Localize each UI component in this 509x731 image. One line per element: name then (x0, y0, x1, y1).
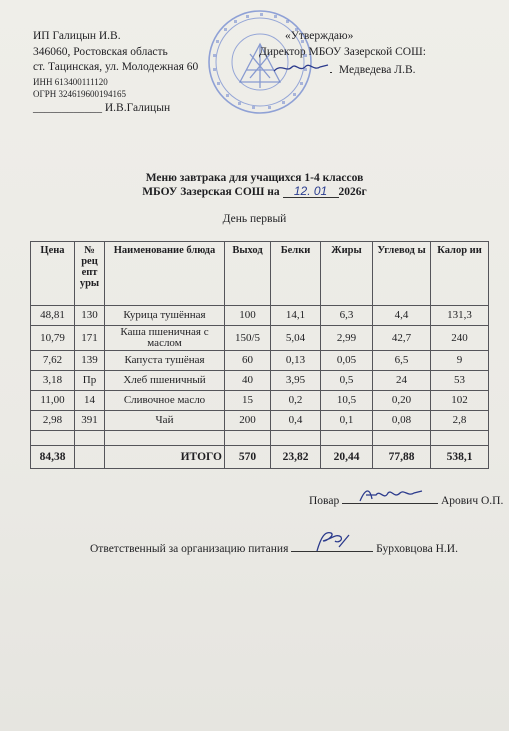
responsible-name: Бурховцова Н.И. (376, 543, 458, 555)
cell-calories: 53 (431, 371, 489, 391)
cell-price: 2,98 (31, 411, 75, 431)
cell-protein: 5,04 (271, 326, 321, 351)
menu-title-school-date (0, 186, 509, 199)
col-header-carbs: Углевод ы (373, 242, 431, 306)
cell-price: 3,18 (31, 371, 75, 391)
total-fat: 20,44 (321, 446, 373, 469)
responsible-label: Ответственный за организацию питания (90, 543, 289, 555)
cell-calories: 2,8 (431, 411, 489, 431)
cell-yield: 150/5 (225, 326, 271, 351)
day-label: День первый (222, 213, 287, 225)
cell-carbs: 42,7 (373, 326, 431, 351)
cook-signature-icon (356, 485, 426, 505)
cell-calories: 131,3 (431, 306, 489, 326)
cell-protein: 0,4 (271, 411, 321, 431)
cell-fat: 2,99 (321, 326, 373, 351)
cell-recipe: 391 (75, 411, 105, 431)
cell-carbs: 24 (373, 371, 431, 391)
responsible-signature-icon (313, 529, 353, 553)
cell-carbs: 4,4 (373, 306, 431, 326)
cell-dish: Курица тушённая (105, 306, 225, 326)
responsible-signature-line (90, 539, 458, 555)
cell-protein: 14,1 (271, 306, 321, 326)
cell-yield: 200 (225, 411, 271, 431)
col-header-dish: Наименование блюда (105, 242, 225, 306)
total-yield: 570 (225, 446, 271, 469)
col-header-yield: Выход (225, 242, 271, 306)
header-signature-line: ____________ И.В.Галицын (33, 102, 171, 114)
cell-recipe: Пр (75, 371, 105, 391)
cell-carbs: 6,5 (373, 351, 431, 371)
cell-fat: 0,1 (321, 411, 373, 431)
cell-price: 10,79 (31, 326, 75, 351)
cell-fat: 0,5 (321, 371, 373, 391)
col-header-calories: Калор ии (431, 242, 489, 306)
table-row (31, 391, 489, 411)
cell-protein: 0,2 (271, 391, 321, 411)
cell-recipe: 139 (75, 351, 105, 371)
header-director-signature (272, 61, 416, 76)
col-header-fat: Жиры (321, 242, 373, 306)
total-carbs: 77,88 (373, 446, 431, 469)
header-inn: ИНН 613400111120 (33, 77, 108, 87)
menu-title-school: МБОУ Зазерская СОШ на (142, 186, 280, 198)
menu-table (30, 241, 489, 469)
cell-recipe: 171 (75, 326, 105, 351)
cell-fat: 6,3 (321, 306, 373, 326)
col-header-recipe: № рец епт уры (75, 242, 105, 306)
table-row (31, 326, 489, 351)
menu-date-handwritten: 12. 01 (283, 186, 339, 198)
total-recipe (75, 446, 105, 469)
cell-dish: Каша пшеничная с маслом (105, 326, 225, 351)
col-header-protein: Белки (271, 242, 321, 306)
header-address-street: ст. Тацинская, ул. Молодежная 60 (33, 61, 199, 73)
cell-price: 11,00 (31, 391, 75, 411)
header-address-region: 346060, Ростовская область (33, 46, 168, 58)
header-director-position: Директор МБОУ Зазерской СОШ: (259, 46, 426, 58)
cell-calories: 102 (431, 391, 489, 411)
table-row (31, 371, 489, 391)
cell-yield: 100 (225, 306, 271, 326)
table-row (31, 306, 489, 326)
header-approve: «Утверждаю» (285, 30, 354, 42)
cell-carbs: 0,20 (373, 391, 431, 411)
table-header-row (31, 242, 489, 306)
cell-dish: Чай (105, 411, 225, 431)
cell-recipe: 14 (75, 391, 105, 411)
cell-protein: 0,13 (271, 351, 321, 371)
total-calories: 538,1 (431, 446, 489, 469)
cook-signature-line (309, 491, 503, 507)
col-header-price: Цена (31, 242, 75, 306)
cell-yield: 60 (225, 351, 271, 371)
cell-protein: 3,95 (271, 371, 321, 391)
table-row (31, 351, 489, 371)
header-director-name: Медведева Л.В. (338, 64, 416, 76)
cell-price: 7,62 (31, 351, 75, 371)
cell-price: 48,81 (31, 306, 75, 326)
table-row (31, 411, 489, 431)
cell-fat: 10,5 (321, 391, 373, 411)
cell-calories: 9 (431, 351, 489, 371)
cell-recipe: 130 (75, 306, 105, 326)
cell-carbs: 0,08 (373, 411, 431, 431)
total-protein: 23,82 (271, 446, 321, 469)
cell-dish: Капуста тушёная (105, 351, 225, 371)
header-ogrn: ОГРН 324619600194165 (33, 89, 126, 99)
cell-fat: 0,05 (321, 351, 373, 371)
cook-name: Арович О.П. (440, 495, 504, 507)
total-label: ИТОГО (105, 446, 225, 469)
responsible-signature (291, 539, 373, 552)
cook-signature (342, 491, 438, 504)
menu-title: Меню завтрака для учащихся 1-4 классов (145, 172, 364, 184)
cell-yield: 15 (225, 391, 271, 411)
total-price: 84,38 (31, 446, 75, 469)
cell-yield: 40 (225, 371, 271, 391)
table-row-empty (31, 431, 489, 446)
cell-calories: 240 (431, 326, 489, 351)
cell-dish: Хлеб пшеничный (105, 371, 225, 391)
cell-dish: Сливочное масло (105, 391, 225, 411)
director-signature-icon (272, 61, 330, 75)
table-total-row (31, 446, 489, 469)
header-org-name: ИП Галицын И.В. (33, 30, 121, 42)
menu-title-year: 2026г (338, 186, 367, 198)
cook-label: Повар (309, 495, 340, 507)
